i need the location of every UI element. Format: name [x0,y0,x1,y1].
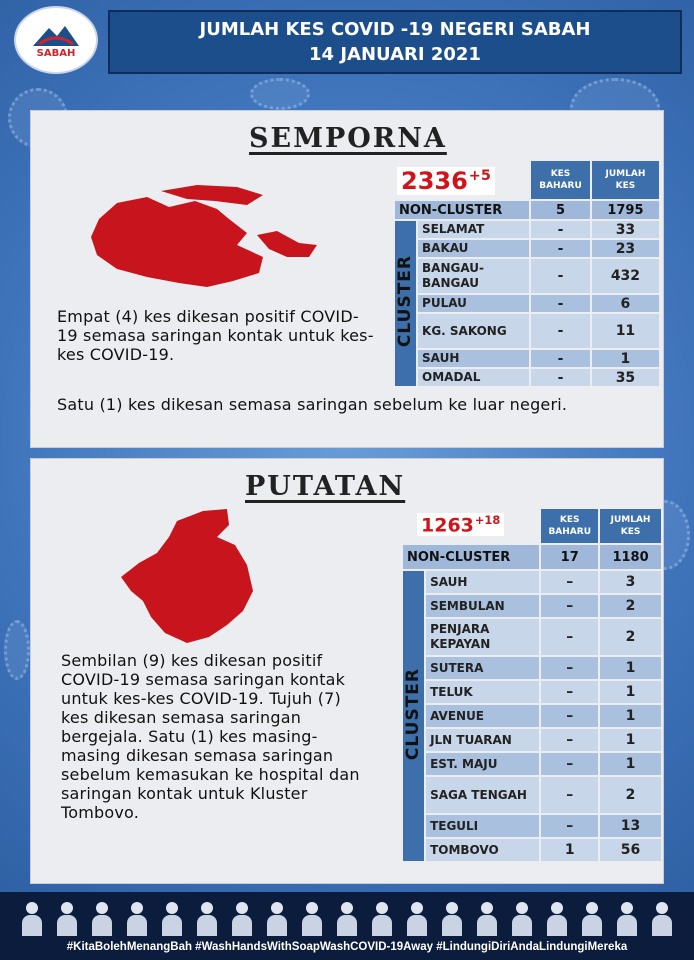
cluster-total: 1 [599,728,662,752]
cluster-name: PULAU [417,294,530,313]
title-banner [108,10,682,74]
cluster-new: - [530,349,591,368]
cluster-row [402,814,662,838]
cluster-total: 3 [599,570,662,594]
non-cluster-new: 17 [540,544,599,570]
cluster-row [402,570,662,594]
header-total: JUMLAH KES [591,160,660,200]
non-cluster-total: 1795 [591,200,660,220]
person-icon [230,900,254,936]
non-cluster-total: 1180 [599,544,662,570]
cluster-label: CLUSTER [394,220,417,387]
cluster-new: – [540,594,599,618]
person-icon [370,900,394,936]
cluster-row [402,776,662,814]
cluster-name: SAUH [417,349,530,368]
sabah-logo [14,6,98,74]
person-icon [545,900,569,936]
cluster-new: – [540,618,599,656]
logo-text: SABAH [36,47,76,59]
cluster-total: 35 [591,368,660,387]
cluster-row [394,368,660,387]
person-icon [650,900,674,936]
cluster-new: – [540,680,599,704]
cluster-name: SELAMAT [417,220,530,239]
cluster-name: SAUH [425,570,540,594]
cluster-total: 56 [599,838,662,862]
cluster-row [394,239,660,258]
non-cluster-label: NON-CLUSTER [394,200,530,220]
cluster-new: - [530,294,591,313]
person-icon [265,900,289,936]
cluster-new: – [540,752,599,776]
person-icon [475,900,499,936]
cluster-row [402,656,662,680]
cluster-total: 1 [599,752,662,776]
cluster-total: 23 [591,239,660,258]
frontliner-figures [20,896,674,936]
cluster-new: – [540,814,599,838]
new-cases-increase: +18 [474,513,501,527]
non-cluster-row [402,544,662,570]
cluster-total: 13 [599,814,662,838]
total-cases: 2336 [401,167,468,195]
mountain-logo-icon [31,22,81,48]
cluster-new: - [530,258,591,294]
case-description-extra: Satu (1) kes dikesan semasa saringan sebelum ke luar negeri. [57,395,568,414]
header-new: KES BAHARU [530,160,591,200]
cluster-new: - [530,368,591,387]
cluster-total: 1 [599,656,662,680]
person-icon [615,900,639,936]
person-icon [55,900,79,936]
page-date: 14 JANUARI 2021 [309,44,481,65]
cluster-row [402,618,662,656]
district-title: PUTATAN [245,471,406,502]
cluster-total: 1 [599,704,662,728]
cluster-total: 2 [599,594,662,618]
cluster-new: – [540,776,599,814]
person-icon [160,900,184,936]
semporna-panel [30,110,664,448]
case-description: Empat (4) kes dikesan positif COVID-19 semasa saringan kontak untuk kes-kes COVID-19. [57,307,374,364]
cluster-row [394,220,660,239]
cluster-row [394,294,660,313]
cluster-new: - [530,313,591,349]
header-total: JUMLAH KES [599,508,662,544]
cluster-row [402,838,662,862]
person-icon [20,900,44,936]
table-spacer [394,160,530,200]
cluster-total: 11 [591,313,660,349]
putatan-stats-table [401,507,663,863]
cluster-row [394,349,660,368]
non-cluster-label: NON-CLUSTER [402,544,540,570]
page-title: JUMLAH KES COVID -19 NEGERI SABAH [199,19,591,40]
person-icon [440,900,464,936]
cluster-name: AVENUE [425,704,540,728]
footer-hashtags: #KitaBolehMenangBah #WashHandsWithSoapWashCOVID-19Away #LindungiDiriAndaLindungiMereka [66,941,628,953]
cluster-name: TEGULI [425,814,540,838]
putatan-panel [30,458,664,884]
total-cases: 1263 [421,514,474,537]
cluster-new: – [540,656,599,680]
cluster-total: 33 [591,220,660,239]
cluster-name: SUTERA [425,656,540,680]
person-icon [195,900,219,936]
person-icon [300,900,324,936]
person-icon [125,900,149,936]
cluster-name: JLN TUARAN [425,728,540,752]
header-new: KES BAHARU [540,508,599,544]
virus-decoration [4,620,30,680]
cluster-row [394,313,660,349]
non-cluster-row [394,200,660,220]
semporna-stats-table [393,159,661,388]
cluster-row [394,258,660,294]
cluster-new: 1 [540,838,599,862]
cluster-total: 6 [591,294,660,313]
cluster-total: 1 [599,680,662,704]
cluster-new: - [530,239,591,258]
cluster-row [402,704,662,728]
new-cases-increase: +5 [468,168,491,184]
cluster-total: 432 [591,258,660,294]
cluster-row [402,680,662,704]
person-icon [90,900,114,936]
virus-decoration [250,78,310,110]
cluster-total: 1 [591,349,660,368]
cluster-new: – [540,570,599,594]
cluster-name: TOMBOVO [425,838,540,862]
cluster-label: CLUSTER [402,570,425,862]
cluster-new: – [540,704,599,728]
cluster-row [402,728,662,752]
cluster-name: SEMBULAN [425,594,540,618]
cluster-row [402,594,662,618]
cluster-name: SAGA TENGAH [425,776,540,814]
person-icon [335,900,359,936]
cluster-name: TELUK [425,680,540,704]
putatan-map [117,507,267,643]
cluster-new: – [540,728,599,752]
person-icon [405,900,429,936]
table-spacer [402,508,540,544]
case-description: Sembilan (9) kes dikesan positif COVID-19 semasa saringan kontak untuk kes-kes COVID-19. Tujuh (7) kes dikesan semasa saringan bergejala. Satu (1) kes masing-masing dikesan semasa saringan sebelum kemasukan ke hospital dan saringan kontak untuk Kluster Tombovo. [61,651,360,822]
cluster-row [402,752,662,776]
cluster-total: 2 [599,776,662,814]
cluster-new: - [530,220,591,239]
district-title: SEMPORNA [249,123,447,154]
cluster-name: BANGAU-BANGAU [417,258,530,294]
cluster-name: PENJARA KEPAYAN [425,618,540,656]
person-icon [510,900,534,936]
cluster-name: OMADAL [417,368,530,387]
cluster-total: 2 [599,618,662,656]
semporna-map [87,183,347,293]
cluster-name: BAKAU [417,239,530,258]
non-cluster-new: 5 [530,200,591,220]
cluster-name: EST. MAJU [425,752,540,776]
person-icon [580,900,604,936]
cluster-name: KG. SAKONG [417,313,530,349]
